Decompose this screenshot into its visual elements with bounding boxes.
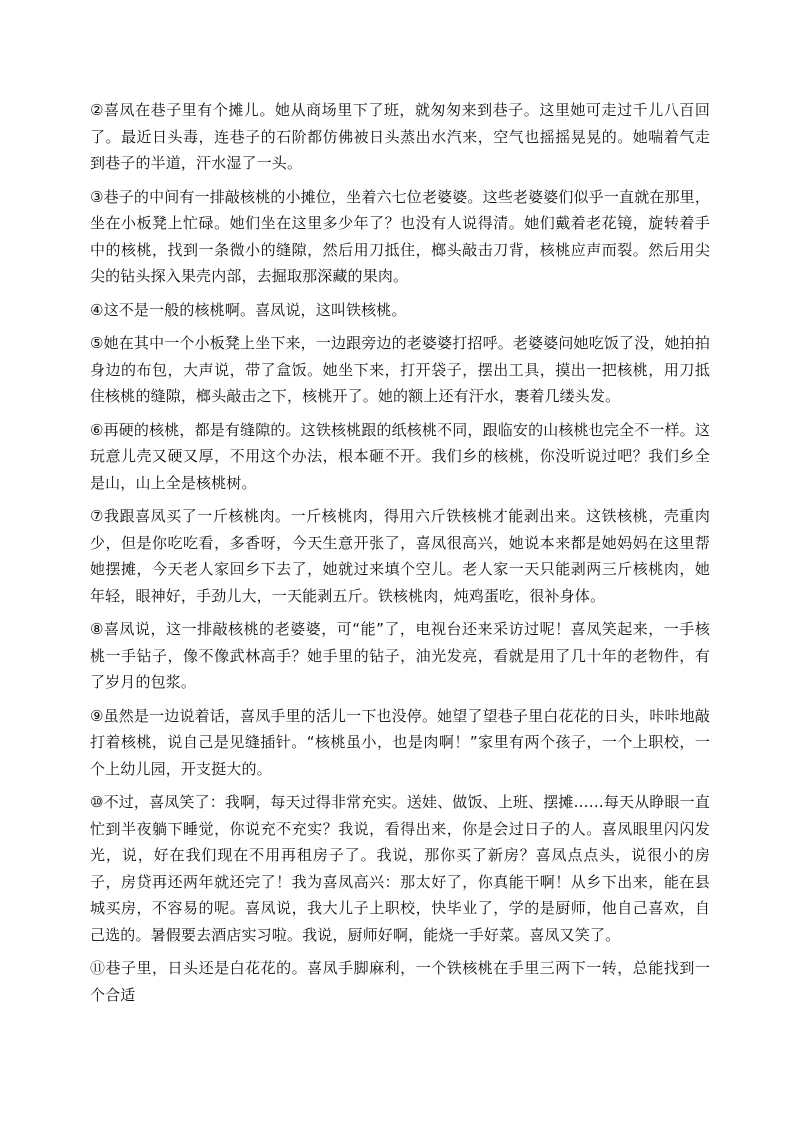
- paragraph-text: 不过，喜凤笑了：我啊，每天过得非常充实。送娃、做饭、上班、摆摊……每天从睁眼一直忙到半夜躺下睡觉，你说充不充实？我说，看得出来，你是会过日子的人。喜凤眼里闪闪发光，说，好在我们现在不用再租房子了。我说，那你买了新房？喜凤点点头，说很小的房子，房贷再还两年就还完了！我为喜凤高兴：那太好了，你真能干啊！从乡下出来，能在县城买房，不容易的呢。喜凤说，我大儿子上职校，快毕业了，学的是厨师，他自己喜欢，自己选的。暑假要去酒店实习啦。我说，厨师好啊，能烧一手好菜。喜凤又笑了。: [90, 793, 710, 944]
- paragraph-number: ②: [90, 101, 104, 119]
- paragraph-number: ⑧: [90, 620, 104, 638]
- paragraph-text: 巷子里，日头还是白花花的。喜凤手脚麻利，一个铁核桃在手里三两下一转，总能找到一个合适: [90, 959, 710, 1004]
- paragraph-number: ⑩: [90, 793, 104, 811]
- paragraph-7: [90, 503, 710, 609]
- paragraph-10: [90, 789, 710, 948]
- paragraph-2: [90, 97, 710, 177]
- paragraph-9: [90, 703, 710, 783]
- paragraph-8: [90, 616, 710, 696]
- paragraph-text: 巷子的中间有一排敲核桃的小摊位，坐着六七位老婆婆。这些老婆婆们似乎一直就在那里，坐在小板凳上忙碌。她们坐在这里多少年了？也没有人说得清。她们戴着老花镜，旋转着手中的核桃，找到一条微小的缝隙，然后用刀抵住，榔头敲击刀背，核桃应声而裂。然后用尖尖的钻头探入果壳内部，去掘取那深藏的果肉。: [90, 187, 710, 285]
- paragraph-5: [90, 330, 710, 410]
- paragraph-number: ③: [90, 187, 104, 206]
- paragraph-text: 这不是一般的核桃啊。喜凤说，这叫铁核桃。: [103, 300, 407, 319]
- paragraph-number: ④: [90, 300, 104, 319]
- paragraph-number: ⑤: [90, 334, 104, 352]
- paragraph-text: 我跟喜凤买了一斤核桃肉。一斤核桃肉，得用六斤铁核桃才能剥出来。这铁核桃，壳重肉少，但是你吃吃看，多香呀，今天生意开张了，喜凤很高兴，她说本来都是她妈妈在这里帮她摆摊，今天老人家回乡下去了，她就过来填个空儿。老人家一天只能剥两三斤核桃肉，她年轻，眼神好，手劲儿大，一天能剥五斤。铁核桃肉，炖鸡蛋吃，很补身体。: [90, 507, 710, 605]
- paragraph-6: [90, 417, 710, 497]
- article-body: [90, 97, 710, 1015]
- paragraph-number: ⑦: [90, 507, 104, 525]
- paragraph-text: 虽然是一边说着话，喜凤手里的活儿一下也没停。她望了望巷子里白花花的日头，咔咔地敲打着核桃，说自己是见缝插针。“核桃虽小，也是肉啊！”家里有两个孩子，一个上职校，一个上幼儿园，开支挺大的。: [90, 706, 710, 778]
- paragraph-number: ⑨: [90, 706, 104, 725]
- paragraph-4: [90, 297, 710, 324]
- paragraph-text: 喜凤说，这一排敲核桃的老婆婆，可“能”了，电视台还来采访过呢！喜凤笑起来，一手核桃一手钻子，像不像武林高手？她手里的钻子，油光发亮，看就是用了几十年的老物件，有了岁月的包浆。: [90, 620, 710, 691]
- paragraph-3: [90, 184, 710, 290]
- paragraph-number: ⑪: [90, 959, 106, 977]
- paragraph-text: 她在其中一个小板凳上坐下来，一边跟旁边的老婆婆打招呼。老婆婆问她吃饭了没，她拍拍身边的布包，大声说，带了盒饭。她坐下来，打开袋子，摆出工具，摸出一把核桃，用刀抵住核桃的缝隙，榔头敲击之下，核桃开了。她的额上还有汗水，裹着几缕头发。: [90, 334, 710, 405]
- paragraph-text: 喜凤在巷子里有个摊儿。她从商场里下了班，就匆匆来到巷子。这里她可走过千儿八百回了。最近日头毒，连巷子的石阶都仿佛被日头蒸出水汽来，空气也摇摇晃晃的。她喘着气走到巷子的半道，汗水湿了一头。: [90, 101, 710, 172]
- paragraph-text: 再硬的核桃，都是有缝隙的。这铁核桃跟的纸核桃不同，跟临安的山核桃也完全不一样。这玩意儿壳又硬又厚，不用这个办法，根本砸不开。我们乡的核桃，你没听说过吧？我们乡全是山，山上全是核桃树。: [90, 420, 710, 492]
- paragraph-11: [90, 955, 710, 1008]
- paragraph-number: ⑥: [90, 420, 104, 439]
